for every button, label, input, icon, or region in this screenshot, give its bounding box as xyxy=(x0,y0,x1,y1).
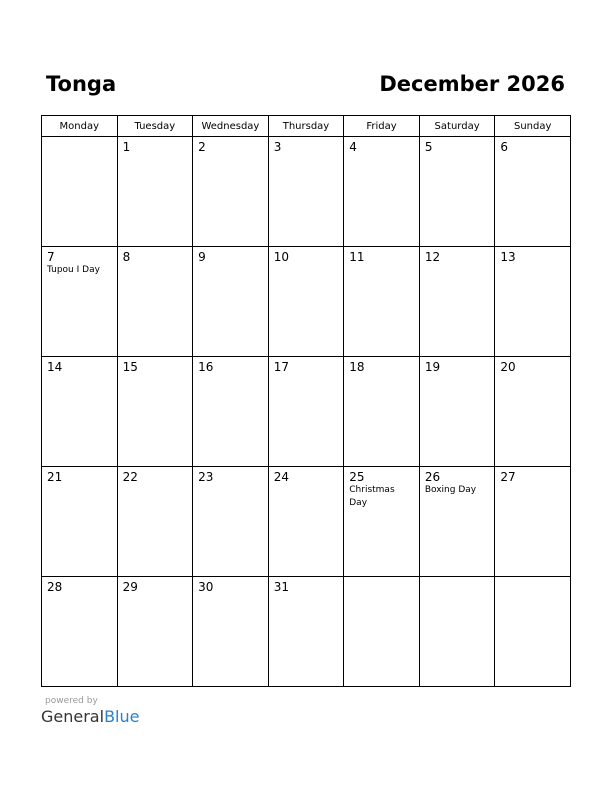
day-cell xyxy=(344,467,420,577)
day-number: 3 xyxy=(273,140,282,154)
day-number: 31 xyxy=(273,580,289,594)
day-cell xyxy=(268,357,344,467)
weekday-header-row xyxy=(42,116,571,137)
day-cell xyxy=(117,357,193,467)
day-number: 15 xyxy=(122,360,138,374)
day-number: 2 xyxy=(198,140,206,154)
day-number: 9 xyxy=(198,250,206,264)
day-cell xyxy=(268,137,344,247)
weekday-header-wednesday: Wednesday xyxy=(193,116,269,137)
weekday-header-saturday: Saturday xyxy=(419,116,495,137)
day-cell xyxy=(268,577,344,687)
day-cell xyxy=(495,357,571,467)
day-cell xyxy=(117,467,193,577)
day-number: 16 xyxy=(198,360,214,374)
day-number: 27 xyxy=(500,470,516,484)
day-cell xyxy=(193,137,269,247)
month-title: December 2026 xyxy=(379,72,565,96)
day-number: 28 xyxy=(47,580,63,594)
country-title: Tonga xyxy=(46,72,117,96)
day-number: 1 xyxy=(122,140,131,154)
day-number: 8 xyxy=(122,250,131,264)
week-row xyxy=(42,137,571,247)
day-cell xyxy=(42,577,118,687)
brand-name-general: General xyxy=(41,707,105,726)
day-number: 22 xyxy=(122,470,138,484)
day-number: 12 xyxy=(424,250,441,264)
weekday-header-friday: Friday xyxy=(344,116,420,137)
day-cell xyxy=(193,577,269,687)
day-number: 19 xyxy=(424,360,441,374)
brand-name-blue: Blue xyxy=(104,707,140,726)
week-row xyxy=(42,577,571,687)
day-number: 7 xyxy=(47,250,55,264)
day-number: 4 xyxy=(349,140,357,154)
day-cell xyxy=(495,577,571,687)
day-cell xyxy=(42,247,118,357)
day-cell xyxy=(344,247,420,357)
day-cell xyxy=(419,357,495,467)
day-number: 13 xyxy=(500,250,516,264)
day-cell xyxy=(42,467,118,577)
day-cell xyxy=(42,137,118,247)
brand-footer[interactable] xyxy=(41,696,139,727)
brand-logo xyxy=(41,707,139,727)
weekday-header-thursday: Thursday xyxy=(268,116,344,137)
day-number: 24 xyxy=(273,470,289,484)
day-cell xyxy=(344,357,420,467)
calendar-grid xyxy=(41,115,571,687)
day-number: 20 xyxy=(500,360,516,374)
day-number xyxy=(344,577,419,580)
day-cell xyxy=(42,357,118,467)
day-cell xyxy=(193,467,269,577)
day-cell xyxy=(193,247,269,357)
day-number: 5 xyxy=(424,140,433,154)
day-cell xyxy=(419,467,495,577)
day-cell xyxy=(419,137,495,247)
day-cell xyxy=(495,467,571,577)
day-cell xyxy=(495,137,571,247)
day-cell xyxy=(193,357,269,467)
day-cell xyxy=(419,247,495,357)
day-number: 26 xyxy=(424,470,441,484)
week-row xyxy=(42,247,571,357)
day-number: 17 xyxy=(273,360,289,374)
day-cell xyxy=(344,137,420,247)
day-number: 18 xyxy=(349,360,365,374)
day-number: 6 xyxy=(500,140,509,154)
day-number xyxy=(420,577,495,580)
week-row xyxy=(42,357,571,467)
day-number: 30 xyxy=(198,580,214,594)
day-cell xyxy=(495,247,571,357)
day-cell xyxy=(117,247,193,357)
day-number: 14 xyxy=(47,360,63,374)
day-number: 23 xyxy=(198,470,214,484)
day-number xyxy=(42,137,117,140)
day-number: 11 xyxy=(349,250,365,264)
day-number: 29 xyxy=(122,580,138,594)
weekday-header-monday: Monday xyxy=(42,116,118,137)
powered-by-label: powered by xyxy=(45,696,98,706)
day-cell xyxy=(117,137,193,247)
weekday-header-tuesday: Tuesday xyxy=(117,116,193,137)
day-number: 10 xyxy=(273,250,289,264)
day-cell xyxy=(419,577,495,687)
holiday-label: Christmas Day xyxy=(349,485,395,508)
weekday-header-sunday: Sunday xyxy=(495,116,571,137)
holiday-label: Tupou I Day xyxy=(47,265,100,275)
day-cell xyxy=(117,577,193,687)
day-cell xyxy=(344,577,420,687)
day-number: 21 xyxy=(47,470,63,484)
holiday-label: Boxing Day xyxy=(424,485,477,495)
day-number xyxy=(495,577,570,580)
day-cell xyxy=(268,247,344,357)
week-row xyxy=(42,467,571,577)
day-cell xyxy=(268,467,344,577)
day-number: 25 xyxy=(349,470,365,484)
